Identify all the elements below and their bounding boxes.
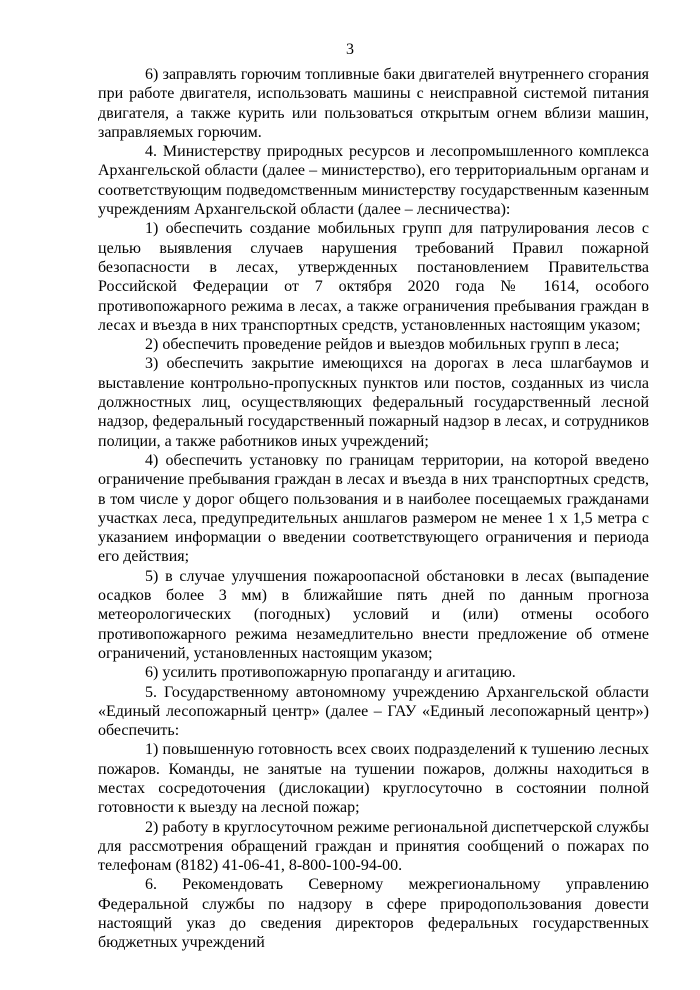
paragraph-4-ministry: 4. Министерству природных ресурсов и лесопромышленного комплекса Архангельской области (далее – министерство), его территориальным органам и соответствующим подведомственным министерству государственным казенным учреждениям Архангельской области (далее – лесничества): (98, 143, 649, 219)
paragraph-5-fire-center: 5. Государственному автономному учреждению Архангельской области «Единый лесопожарный центр» (далее – ГАУ «Единый лесопожарный центр») обеспечить: (98, 683, 649, 740)
paragraph-4-1-mobile-groups: 1) обеспечить создание мобильных групп для патрулирования лесов с целью выявления случаев нарушения требований Правил пожарной безопасности в лесах, утвержденных постановлением Правительства Российской Федерации от 7 октября 2020 года № 1614, особого противопожарного режима в лесах, а также ограничения пребывания граждан в лесах и въезда в них транспортных средств, установленных настоящим указом; (98, 220, 649, 334)
paragraph-4-2-raids: 2) обеспечить проведение рейдов и выездов мобильных групп в леса; (145, 336, 620, 354)
paragraph-6-recommendation: 6. Рекомендовать Северному межрегиональному управлению Федеральной службы по надзору в сфере природопользования довести настоящий указ до сведения директоров федеральных государственных бюджетных учреждений (98, 876, 649, 952)
paragraph-4-5-lifting-restrictions: 5) в случае улучшения пожароопасной обстановки в лесах (выпадение осадков более 3 мм) в ближайшие пять дней по данным прогноза метеорологических (погодных) условий и (или) отмены особого противопожарного режима незамедлительно внести предложение об отмене ограничений, установленных настоящим указом; (98, 567, 649, 662)
paragraph-4-3-barriers: 3) обеспечить закрытие имеющихся на дорогах в леса шлагбаумов и выставление контрольно-пропускных пунктов или постов, созданных из числа должностных лиц, осуществляющих федеральный государственный лесной надзор, федеральный государственный пожарный надзор в лесах, и сотрудников полиции, а также работников иных учреждений; (98, 355, 649, 450)
paragraph-6-fuel-restriction: 6) заправлять горючим топливные баки двигателей внутреннего сгорания при работе двигателя, использовать машины с неисправной системой питания двигателя, а также курить или пользоваться открытым огнем вблизи машин, заправляемых горючим. (98, 66, 649, 141)
page-number: 3 (346, 41, 354, 58)
paragraph-5-2-dispatch: 2) работу в круглосуточном режиме региональной диспетчерской службы для рассмотрения обращений граждан и принятия сообщений о пожарах по телефонам (8182) 41-06-41, 8-800-100-94-00. (98, 818, 649, 875)
document-body (98, 65, 649, 953)
paragraph-4-4-signs: 4) обеспечить установку по границам территории, на которой введено ограничение пребывания граждан в лесах и въезда в них транспортных средств, в том числе у дорог общего пользования и в наиболее посещаемых гражданами участках леса, предупредительных аншлагов размером не менее 1 х 1,5 метра с указанием информации о введении соответствующего ограничения и периода его действия; (98, 451, 649, 566)
paragraph-4-6-propaganda: 6) усилить противопожарную пропаганду и агитацию. (145, 664, 516, 682)
paragraph-5-1-readiness: 1) повышенную готовность всех своих подразделений к тушению лесных пожаров. Команды, не занятые на тушении пожаров, должны находиться в местах сосредоточения (дислокации) круглосуточно в состоянии полной готовности к выезду на лесной пожар; (98, 741, 649, 817)
